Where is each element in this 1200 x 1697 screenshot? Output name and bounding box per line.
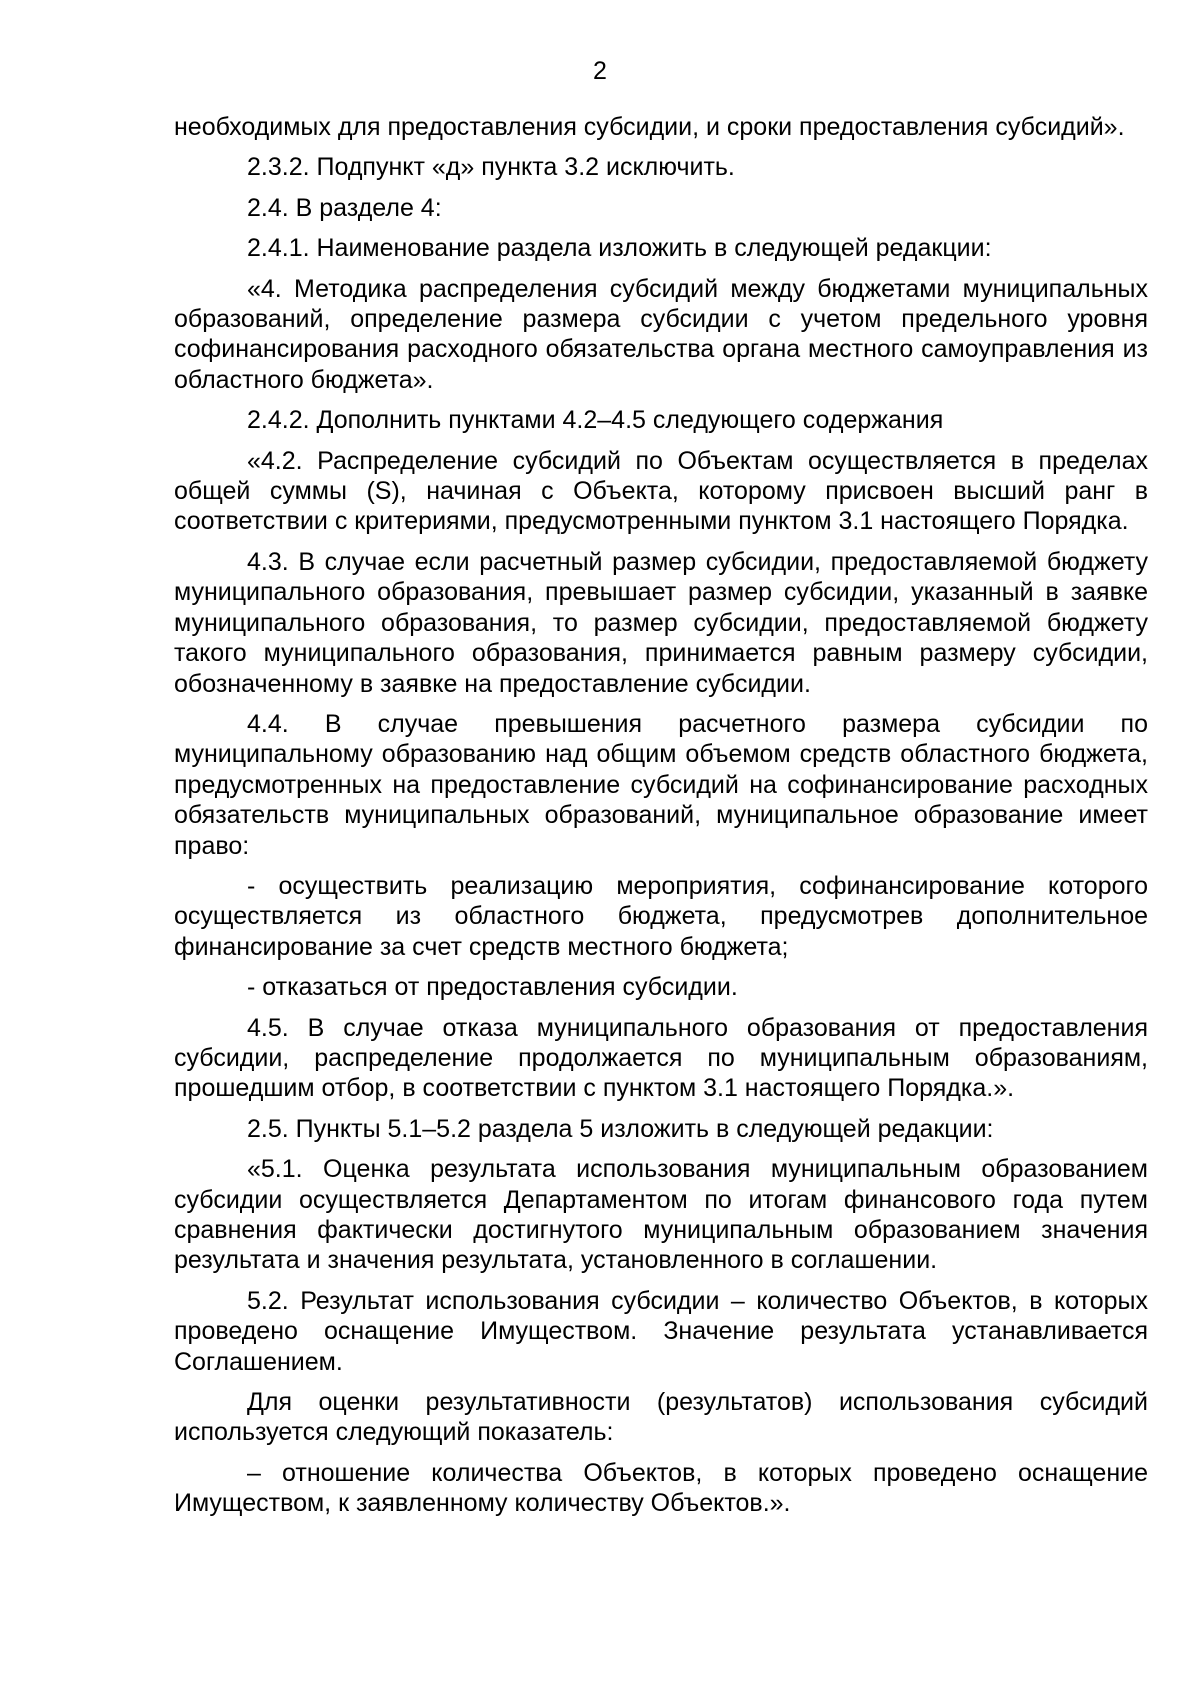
paragraph: 4.3. В случае если расчетный размер субсидии, предоставляемой бюджету муниципального образования, превышает размер субсидии, указанный в заявке муниципального образования, то размер субсидии, предоставляемой бюджету такого муниципального образования, принимается равным размеру субсидии, обозначенному в заявке на предоставление субсидии. xyxy=(174,547,1148,698)
paragraph: - осуществить реализацию мероприятия, софинансирование которого осуществляется из областного бюджета, предусмотрев дополнительное финансирование за счет средств местного бюджета; xyxy=(174,871,1148,961)
paragraph: 2.4. В разделе 4: xyxy=(247,193,442,222)
paragraph: Для оценки результативности (результатов) использования субсидий используется следующий показатель: xyxy=(174,1388,1148,1447)
paragraph: «4. Методика распределения субсидий между бюджетами муниципальных образований, определение размера субсидии с учетом предельного уровня софинансирования расходного обязательства органа местного самоуправления из областного бюджета». xyxy=(174,274,1148,394)
document-body xyxy=(174,112,1148,1529)
paragraph: – отношение количества Объектов, в которых проведено оснащение Имуществом, к заявленному количеству Объектов.». xyxy=(174,1458,1148,1518)
paragraph: 4.5. В случае отказа муниципального образования от предоставления субсидии, распределение продолжается по муниципальным образованиям, прошедшим отбор, в соответствии с пунктом 3.1 настоящего Порядка.». xyxy=(174,1013,1148,1103)
paragraph: «5.1. Оценка результата использования муниципальным образованием субсидии осуществляется Департаментом по итогам финансового года путем сравнения фактически достигнутого муниципальным образованием значения результата и значения результата, установленного в соглашении. xyxy=(174,1155,1148,1275)
paragraph: «4.2. Распределение субсидий по Объектам осуществляется в пределах общей суммы (S), начиная с Объекта, которому присвоен высший ранг в соответствии с критериями, предусмотренными пунктом 3.1 настоящего Порядка. xyxy=(174,446,1148,536)
paragraph: 2.4.1. Наименование раздела изложить в следующей редакции: xyxy=(247,234,992,263)
paragraph: необходимых для предоставления субсидии, и сроки предоставления субсидий». xyxy=(174,113,1125,141)
paragraph: 2.3.2. Подпункт «д» пункта 3.2 исключить. xyxy=(247,153,735,182)
paragraph: 5.2. Результат использования субсидии – количество Объектов, в которых проведено оснащение Имуществом. Значение результата устанавливается Соглашением. xyxy=(174,1286,1148,1376)
paragraph: - отказаться от предоставления субсидии. xyxy=(247,973,738,1002)
paragraph: 2.5. Пункты 5.1–5.2 раздела 5 изложить в следующей редакции: xyxy=(247,1114,994,1143)
page-number: 2 xyxy=(593,57,607,85)
paragraph: 2.4.2. Дополнить пунктами 4.2–4.5 следующего содержания xyxy=(247,406,944,435)
paragraph: 4.4. В случае превышения расчетного размера субсидии по муниципальному образованию над общим объемом средств областного бюджета, предусмотренных на предоставление субсидий на софинансирование расходных обязательств муниципальных образований, муниципальное образование имеет право: xyxy=(174,709,1148,860)
